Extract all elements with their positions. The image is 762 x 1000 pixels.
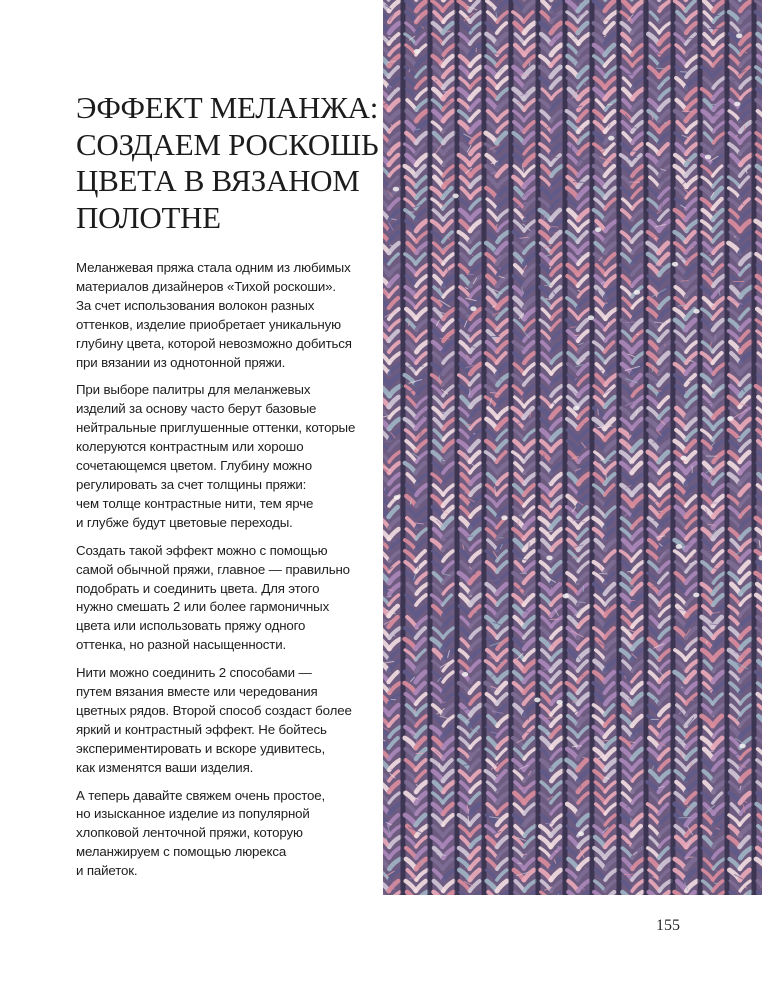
title-line: ЭФФЕКТ МЕЛАНЖА:	[76, 90, 379, 125]
paragraph-line: нужно смешать 2 или более гармоничных	[76, 599, 330, 615]
title-line: ПОЛОТНЕ	[76, 199, 221, 235]
paragraph-line: нейтральные приглушенные оттенки, которые	[76, 420, 356, 436]
page-number: 155	[656, 917, 680, 934]
body-paragraph	[76, 787, 376, 882]
body-paragraph	[76, 542, 376, 655]
paragraph-line: подобрать и соединить цвета. Для этого	[76, 580, 320, 596]
paragraph-line: и пайеток.	[76, 863, 138, 879]
paragraph-line: сочетающемся цветом. Глубину можно	[76, 458, 312, 474]
paragraph-line: А теперь давайте свяжем очень простое,	[76, 787, 326, 803]
paragraph-line: как изменятся ваши изделия.	[76, 759, 254, 775]
paragraph-line: За счет использования волокон разных	[76, 297, 315, 313]
paragraph-line: но изысканное изделие из популярной	[76, 806, 310, 822]
body-paragraph	[76, 381, 376, 532]
paragraph-line: цветных рядов. Второй способ создаст более	[76, 702, 352, 718]
paragraph-line: путем вязания вместе или чередования	[76, 684, 318, 700]
title-line: ЦВЕТА В ВЯЗАНОМ	[76, 163, 360, 198]
article-body	[76, 259, 376, 890]
paragraph-line: глубину цвета, которой невозможно добиться	[76, 335, 352, 351]
body-paragraph	[76, 664, 376, 777]
paragraph-line: яркий и контрастный эффект. Не бойтесь	[76, 721, 327, 737]
body-paragraph	[76, 259, 376, 372]
knit-fabric-photo	[383, 0, 762, 895]
paragraph-line: и глубже будут цветовые переходы.	[76, 514, 293, 530]
paragraph-line: изделий за основу часто берут базовые	[76, 401, 317, 417]
paragraph-line: меланжируем с помощью люрекса	[76, 844, 287, 860]
paragraph-line: При выборе палитры для меланжевых	[76, 382, 311, 398]
knit-texture-illustration	[383, 0, 762, 895]
paragraph-line: материалов дизайнеров «Тихой роскоши».	[76, 278, 336, 294]
paragraph-line: Меланжевая пряжа стала одним из любимых	[76, 260, 351, 275]
article-title	[76, 90, 379, 236]
paragraph-line: колеруются контрастным или хорошо	[76, 439, 304, 455]
paragraph-line: оттенка, но разной насыщенности.	[76, 637, 287, 653]
paragraph-line: регулировать за счет толщины пряжи:	[76, 476, 307, 492]
paragraph-line: при вязании из однотонной пряжи.	[76, 354, 286, 370]
paragraph-line: Нити можно соединить 2 способами —	[76, 665, 312, 681]
paragraph-line: экспериментировать и вскоре удивитесь,	[76, 740, 326, 756]
paragraph-line: Создать такой эффект можно с помощью	[76, 542, 328, 558]
paragraph-line: самой обычной пряжи, главное — правильно	[76, 561, 350, 577]
paragraph-line: чем толще контрастные нити, тем ярче	[76, 495, 314, 511]
paragraph-line: оттенков, изделие приобретает уникальную	[76, 316, 341, 332]
paragraph-line: цвета или использовать пряжу одного	[76, 618, 306, 634]
title-line: СОЗДАЕМ РОСКОШЬ	[76, 126, 379, 162]
paragraph-line: хлопковой ленточной пряжи, которую	[76, 825, 303, 841]
